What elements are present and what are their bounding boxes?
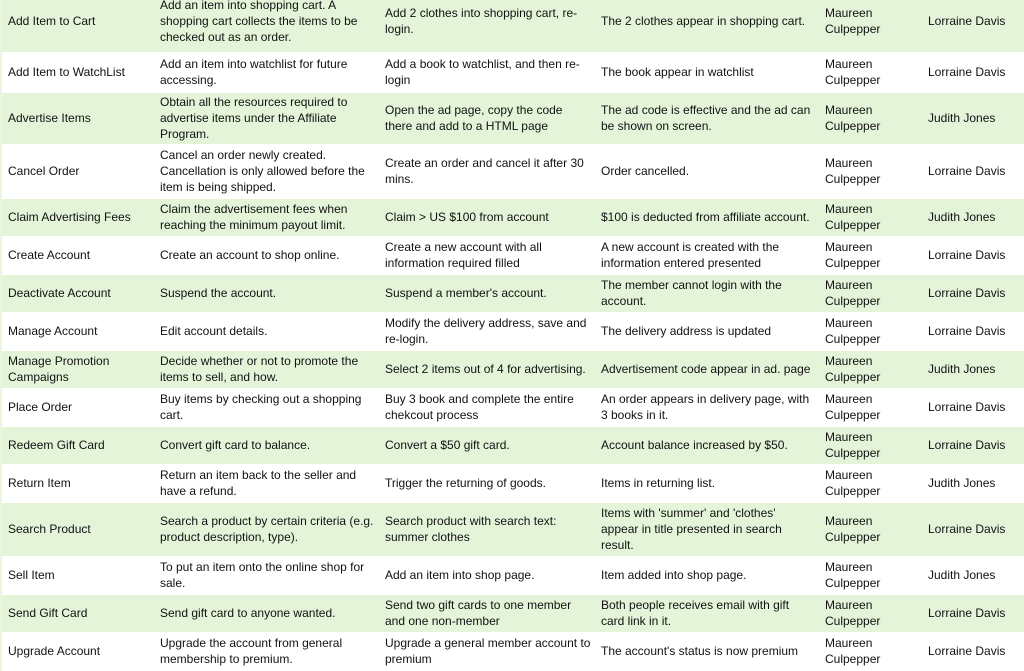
description-cell: Upgrade the account from general membership to premium. <box>154 632 379 670</box>
table-row <box>1 92 1024 144</box>
tester-cell: Lorraine Davis <box>922 632 1024 670</box>
test-step-cell: Add a book to watchlist, and then re-login <box>379 52 595 92</box>
use-case-name-cell: Manage Promotion Campaigns <box>1 350 154 388</box>
author-cell: Maureen Culpepper <box>819 632 922 670</box>
expected-result-cell: $100 is deducted from affiliate account. <box>595 198 819 236</box>
test-step-cell: Buy 3 book and complete the entire chekcout process <box>379 388 595 426</box>
test-step-cell: Add 2 clothes into shopping cart, re-login. <box>379 0 595 52</box>
description-cell: Return an item back to the seller and have a refund. <box>154 464 379 502</box>
expected-result-cell: Item added into shop page. <box>595 556 819 594</box>
description-cell: To put an item onto the online shop for sale. <box>154 556 379 594</box>
use-case-name-cell: Place Order <box>1 388 154 426</box>
use-case-name-cell: Send Gift Card <box>1 594 154 632</box>
test-step-cell: Claim > US $100 from account <box>379 198 595 236</box>
author-cell: Maureen Culpepper <box>819 388 922 426</box>
expected-result-cell: Items in returning list. <box>595 464 819 502</box>
expected-result-cell: Account balance increased by $50. <box>595 426 819 464</box>
table-row <box>1 632 1024 670</box>
expected-result-cell: The 2 clothes appear in shopping cart. <box>595 0 819 52</box>
expected-result-cell: Both people receives email with gift card link in it. <box>595 594 819 632</box>
use-case-name-cell: Deactivate Account <box>1 274 154 312</box>
expected-result-cell: Advertisement code appear in ad. page <box>595 350 819 388</box>
tester-cell: Lorraine Davis <box>922 312 1024 350</box>
test-step-cell: Upgrade a general member account to premium <box>379 632 595 670</box>
tester-cell: Lorraine Davis <box>922 388 1024 426</box>
expected-result-cell: The member cannot login with the account. <box>595 274 819 312</box>
use-case-name-cell: Add Item to WatchList <box>1 52 154 92</box>
tester-cell: Judith Jones <box>922 198 1024 236</box>
expected-result-cell: The book appear in watchlist <box>595 52 819 92</box>
tester-cell: Lorraine Davis <box>922 502 1024 556</box>
tester-cell: Judith Jones <box>922 464 1024 502</box>
description-cell: Obtain all the resources required to advertise items under the Affiliate Program. <box>154 92 379 144</box>
description-cell: Edit account details. <box>154 312 379 350</box>
author-cell: Maureen Culpepper <box>819 274 922 312</box>
author-cell: Maureen Culpepper <box>819 92 922 144</box>
description-cell: Create an account to shop online. <box>154 236 379 274</box>
use-case-name-cell: Upgrade Account <box>1 632 154 670</box>
description-cell: Decide whether or not to promote the items to sell, and how. <box>154 350 379 388</box>
author-cell: Maureen Culpepper <box>819 236 922 274</box>
test-step-cell: Suspend a member's account. <box>379 274 595 312</box>
expected-result-cell: A new account is created with the information entered presented <box>595 236 819 274</box>
description-cell: Claim the advertisement fees when reaching the minimum payout limit. <box>154 198 379 236</box>
author-cell: Maureen Culpepper <box>819 502 922 556</box>
author-cell: Maureen Culpepper <box>819 52 922 92</box>
author-cell: Maureen Culpepper <box>819 464 922 502</box>
tester-cell: Lorraine Davis <box>922 144 1024 198</box>
test-step-cell: Add an item into shop page. <box>379 556 595 594</box>
use-case-name-cell: Sell Item <box>1 556 154 594</box>
test-step-cell: Create a new account with all information required filled <box>379 236 595 274</box>
table-row <box>1 426 1024 464</box>
expected-result-cell: The delivery address is updated <box>595 312 819 350</box>
use-case-name-cell: Search Product <box>1 502 154 556</box>
expected-result-cell: An order appears in delivery page, with 3 books in it. <box>595 388 819 426</box>
expected-result-cell: The ad code is effective and the ad can be shown on screen. <box>595 92 819 144</box>
use-case-name-cell: Claim Advertising Fees <box>1 198 154 236</box>
author-cell: Maureen Culpepper <box>819 0 922 52</box>
author-cell: Maureen Culpepper <box>819 198 922 236</box>
expected-result-cell: Items with 'summer' and 'clothes' appear in title presented in search result. <box>595 502 819 556</box>
test-step-cell: Search product with search text: summer clothes <box>379 502 595 556</box>
author-cell: Maureen Culpepper <box>819 144 922 198</box>
test-step-cell: Convert a $50 gift card. <box>379 426 595 464</box>
test-step-cell: Open the ad page, copy the code there and add to a HTML page <box>379 92 595 144</box>
expected-result-cell: The account's status is now premium <box>595 632 819 670</box>
tester-cell: Lorraine Davis <box>922 594 1024 632</box>
test-step-cell: Trigger the returning of goods. <box>379 464 595 502</box>
author-cell: Maureen Culpepper <box>819 312 922 350</box>
tester-cell: Lorraine Davis <box>922 236 1024 274</box>
tester-cell: Lorraine Davis <box>922 426 1024 464</box>
description-cell: Add an item into watchlist for future accessing. <box>154 52 379 92</box>
tester-cell: Judith Jones <box>922 350 1024 388</box>
tester-cell: Lorraine Davis <box>922 274 1024 312</box>
use-case-name-cell: Return Item <box>1 464 154 502</box>
author-cell: Maureen Culpepper <box>819 426 922 464</box>
use-case-name-cell: Advertise Items <box>1 92 154 144</box>
description-cell: Send gift card to anyone wanted. <box>154 594 379 632</box>
use-case-name-cell: Create Account <box>1 236 154 274</box>
author-cell: Maureen Culpepper <box>819 556 922 594</box>
table-row <box>1 0 1024 52</box>
table-row <box>1 350 1024 388</box>
table-row <box>1 144 1024 198</box>
description-cell: Add an item into shopping cart. A shopping cart collects the items to be checked out as an order. <box>154 0 379 52</box>
table-row <box>1 236 1024 274</box>
table-row <box>1 502 1024 556</box>
description-cell: Suspend the account. <box>154 274 379 312</box>
tester-cell: Judith Jones <box>922 556 1024 594</box>
test-step-cell: Send two gift cards to one member and one non-member <box>379 594 595 632</box>
table-body <box>1 0 1024 670</box>
use-case-name-cell: Manage Account <box>1 312 154 350</box>
table-row <box>1 198 1024 236</box>
use-case-name-cell: Cancel Order <box>1 144 154 198</box>
table-row <box>1 388 1024 426</box>
test-step-cell: Modify the delivery address, save and re-login. <box>379 312 595 350</box>
tester-cell: Lorraine Davis <box>922 52 1024 92</box>
expected-result-cell: Order cancelled. <box>595 144 819 198</box>
tester-cell: Lorraine Davis <box>922 0 1024 52</box>
table-row <box>1 594 1024 632</box>
author-cell: Maureen Culpepper <box>819 594 922 632</box>
use-case-name-cell: Add Item to Cart <box>1 0 154 52</box>
tester-cell: Judith Jones <box>922 92 1024 144</box>
description-cell: Convert gift card to balance. <box>154 426 379 464</box>
table-row <box>1 312 1024 350</box>
table-row <box>1 274 1024 312</box>
use-case-name-cell: Redeem Gift Card <box>1 426 154 464</box>
test-step-cell: Create an order and cancel it after 30 mins. <box>379 144 595 198</box>
table-row <box>1 556 1024 594</box>
description-cell: Cancel an order newly created. Cancellation is only allowed before the item is being shipped. <box>154 144 379 198</box>
table-row <box>1 52 1024 92</box>
author-cell: Maureen Culpepper <box>819 350 922 388</box>
test-step-cell: Select 2 items out of 4 for advertising. <box>379 350 595 388</box>
table-row <box>1 464 1024 502</box>
description-cell: Buy items by checking out a shopping cart. <box>154 388 379 426</box>
description-cell: Search a product by certain criteria (e.g. product description, type). <box>154 502 379 556</box>
